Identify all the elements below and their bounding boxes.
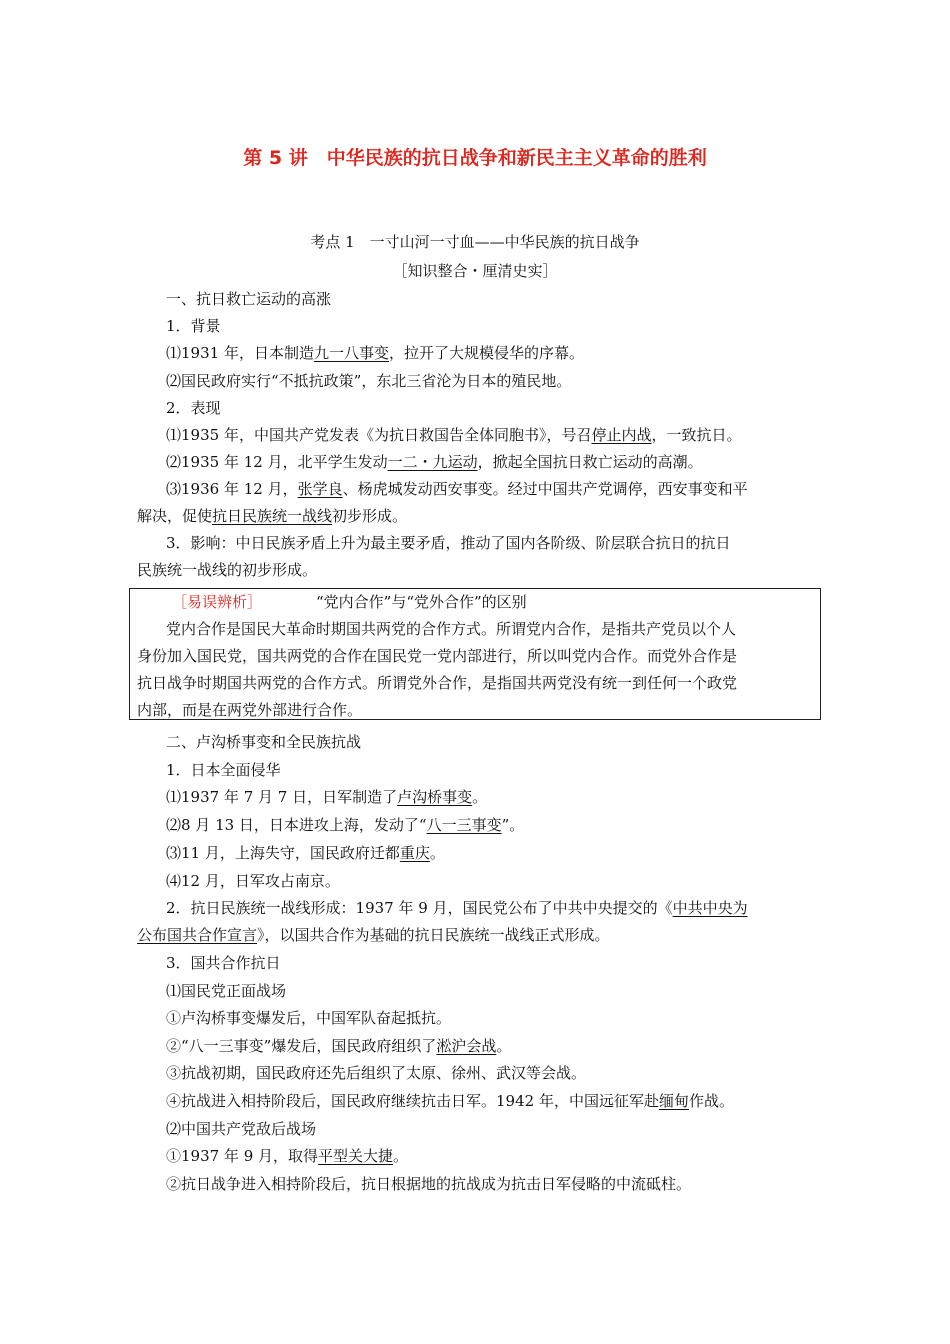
paragraph: ③抗战初期，国民政府还先后组织了太原、徐州、武汉等会战。 xyxy=(166,1064,587,1082)
section-1-heading: 一、抗日救亡运动的高涨 xyxy=(166,290,332,308)
page-title: 第 5 讲 中华民族的抗日战争和新民主主义革命的胜利 xyxy=(243,147,707,169)
section-2-heading: 二、卢沟桥事变和全民族抗战 xyxy=(166,733,362,751)
section-subheading: ［知识整合・厘清史实］ xyxy=(392,262,558,280)
paragraph: 公布国共合作宣言》，以国共合作为基础的抗日民族统一战线正式形成。 xyxy=(137,926,610,944)
key-term: 停止内战 xyxy=(591,426,652,444)
tip-title: “党内合作”与“党外合作”的区别 xyxy=(316,593,527,611)
background-heading: 1．背景 xyxy=(166,317,221,335)
tip-text: 党内合作是国民大革命时期国共两党的合作方式。所谓党内合作，是指共产党员以个人 xyxy=(166,620,737,638)
tip-text: 内部，而是在两党外部进行合作。 xyxy=(137,701,363,719)
paragraph: ⑶1936 年 12 月，张学良、杨虎城发动西安事变。经过中国共产党调停，西安事变和平 xyxy=(166,480,748,498)
paragraph: 2．抗日民族统一战线形成：1937 年 9 月，国民党公布了中共中央提交的《中共中央为 xyxy=(166,899,748,917)
key-term: 张学良 xyxy=(297,480,343,498)
paragraph: ⑵8 月 13 日，日本进攻上海，发动了“八一三事变”。 xyxy=(166,816,525,834)
paragraph: 3．影响：中日民族矛盾上升为最主要矛盾，推动了国内各阶级、阶层联合抗日的抗日 xyxy=(166,534,731,552)
paragraph: ⑶11 月，上海失守，国民政府迁都重庆。 xyxy=(166,844,445,862)
paragraph: ②“八一三事变”爆发后，国民政府组织了淞沪会战。 xyxy=(166,1037,512,1055)
key-term: 八一三事变 xyxy=(426,816,502,834)
paragraph: ①卢沟桥事变爆发后，中国军队奋起抵抗。 xyxy=(166,1009,452,1027)
paragraph: ⑵1935 年 12 月，北平学生发动一二・九运动，掀起全国抗日救亡运动的高潮。 xyxy=(166,453,703,471)
cooperation-heading: 3．国共合作抗日 xyxy=(166,954,281,972)
paragraph: ⑴1937 年 7 月 7 日，日军制造了卢沟桥事变。 xyxy=(166,788,488,806)
key-term: 抗日民族统一战线 xyxy=(212,507,333,525)
paragraph: 解决，促使抗日民族统一战线初步形成。 xyxy=(137,507,408,525)
paragraph: ⑴国民党正面战场 xyxy=(166,982,287,1000)
kaodian-heading: 考点 1 一寸山河一寸血——中华民族的抗日战争 xyxy=(310,233,640,251)
paragraph: 民族统一战线的初步形成。 xyxy=(137,561,318,579)
paragraph: ⑵国民政府实行“不抵抗政策”，东北三省沦为日本的殖民地。 xyxy=(166,372,572,390)
paragraph: ⑷12 月，日军攻占南京。 xyxy=(166,872,340,890)
key-term: 九一八事变 xyxy=(313,344,389,362)
key-term: 一二・九运动 xyxy=(387,453,478,471)
performance-heading: 2．表现 xyxy=(166,399,221,417)
paragraph: ⑴1931 年，日本制造九一八事变，拉开了大规模侵华的序幕。 xyxy=(166,344,584,362)
paragraph: ①1937 年 9 月，取得平型关大捷。 xyxy=(166,1147,409,1165)
tip-text: 身份加入国民党，国共两党的合作在国民党一党内部进行，所以叫党内合作。而党外合作是 xyxy=(137,647,738,665)
paragraph: ②抗日战争进入相持阶段后，抗日根据地的抗战成为抗击日军侵略的中流砥柱。 xyxy=(166,1175,692,1193)
key-term: 平型关大捷 xyxy=(318,1147,394,1165)
key-term: 中共中央为 xyxy=(672,899,748,917)
invasion-heading: 1．日本全面侵华 xyxy=(166,761,281,779)
key-term: 公布国共合作宣言 xyxy=(137,926,258,944)
key-term: 卢沟桥事变 xyxy=(397,788,473,806)
tip-header xyxy=(172,592,262,612)
key-term: 缅甸 xyxy=(658,1092,689,1110)
paragraph: ⑴1935 年，中国共产党发表《为抗日救国告全体同胞书》，号召停止内战，一致抗日。 xyxy=(166,426,742,444)
tip-text: 抗日战争时期国共两党的合作方式。所谓党外合作，是指国共两党没有统一到任何一个政党 xyxy=(137,674,738,692)
tip-tag: ［易误辨析］ xyxy=(172,593,263,611)
paragraph: ⑵中国共产党敌后战场 xyxy=(166,1120,317,1138)
paragraph: ④抗战进入相持阶段后，国民政府继续抗击日军。1942 年，中国远征军赴缅甸作战。 xyxy=(166,1092,734,1110)
key-term: 重庆 xyxy=(399,844,430,862)
key-term: 淞沪会战 xyxy=(436,1037,497,1055)
